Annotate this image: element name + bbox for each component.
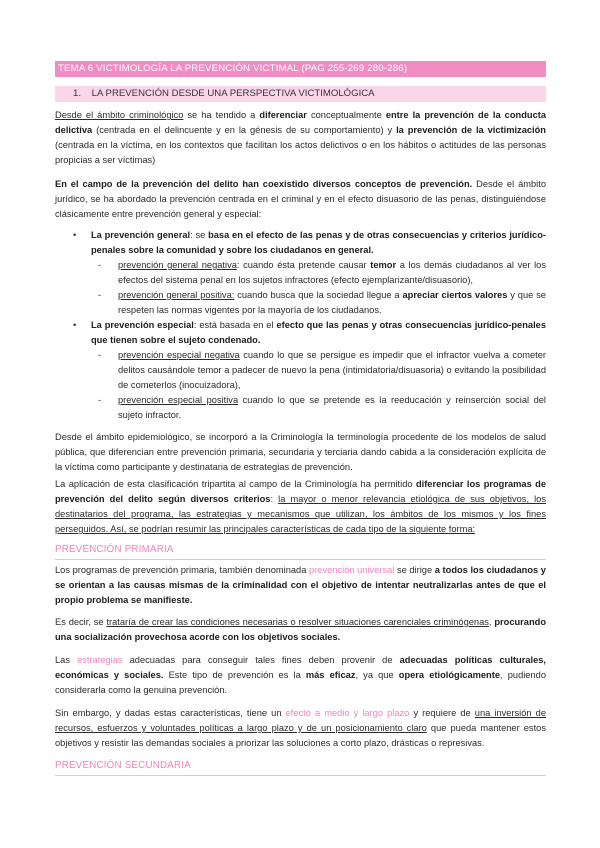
text: Desde el ámbito jurídico, se ha abordado la prevención centrada en el criminal y en el efecto disuasorio de las penas, distinguiéndose clásicamente entre prevención general y especial: bbox=[55, 179, 546, 219]
bold-text: más eficaz bbox=[305, 670, 356, 680]
text: Es decir, se bbox=[55, 617, 107, 627]
text: : bbox=[270, 494, 279, 504]
underlined-text: una inversión de recursos, esfuerzos y voluntades políticas a largo plazo y de un posicionamiento claro bbox=[55, 708, 547, 733]
bullet-special-prevention bbox=[91, 318, 546, 348]
bold-text: diferenciar bbox=[259, 110, 307, 120]
text: , pudiendo considerarla como la genuina prevención. bbox=[55, 670, 546, 695]
underlined-text: Desde el ámbito criminológico bbox=[55, 110, 184, 120]
subitem-general-negative bbox=[118, 258, 546, 288]
dash-marker: - bbox=[98, 290, 102, 300]
text: cuando busca que la sociedad llegue a bbox=[234, 290, 403, 300]
underlined-text: trataría de crear las condiciones necesarias o resolver situaciones carenciales criminógenas bbox=[106, 617, 489, 627]
text: , bbox=[488, 617, 495, 627]
subitem-special-positive bbox=[118, 393, 546, 423]
bold-text: basa en el efecto de las penas y de otras consecuencias y criterios jurídico-penales sobre la comunidad y sobre los ciudadanos en general. bbox=[91, 230, 546, 255]
text: que pueda mantener estos objetivos y resistir las demandas sociales a priorizar las soluciones a corto plazo, drásticas o represivas. bbox=[55, 723, 546, 748]
dash-marker: - bbox=[98, 350, 102, 360]
text: cuando lo que se pretende es la reeducación y reinserción social del sujeto infractor. bbox=[118, 395, 546, 420]
paragraph-primary-3 bbox=[55, 653, 546, 698]
text: Los programas de prevención primaria, también denominada bbox=[55, 565, 310, 575]
text: : se bbox=[190, 230, 209, 240]
bold-text: adecuadas políticas culturales, económicas y sociales. bbox=[55, 655, 546, 680]
paragraph-primary-1 bbox=[55, 563, 546, 608]
bold-text: temor bbox=[370, 260, 397, 270]
underlined-text: prevención general negativa bbox=[118, 260, 237, 270]
bold-text: procurando una socialización provechosa acorde con los objetivos sociales. bbox=[55, 617, 546, 642]
bold-text: opera etiológicamente bbox=[398, 670, 501, 680]
text: , ya que bbox=[355, 670, 399, 680]
paragraph-primary-4 bbox=[55, 706, 546, 751]
text: Este tipo de prevención es la bbox=[163, 670, 306, 680]
bold-text: apreciar ciertos valores bbox=[402, 290, 508, 300]
text: y que se respeten las normas vigentes por la mayoría de los ciudadanos. bbox=[118, 290, 546, 315]
text: se dirige bbox=[394, 565, 435, 575]
bold-text: diferenciar los programas de prevención del delito según diversos criterios bbox=[55, 479, 546, 504]
heading-secondary-prevention: PREVENCIÓN SECUNDARIA bbox=[55, 758, 546, 776]
subitem-special-negative bbox=[118, 348, 546, 393]
underlined-text: prevención general positiva: bbox=[118, 290, 235, 300]
paragraph-primary-2 bbox=[55, 615, 546, 645]
bold-text: En el campo de la prevención del delito han coexistido diversos conceptos de prevención. bbox=[55, 179, 473, 189]
text: se ha tendido a bbox=[183, 110, 260, 120]
text: (centrada en el delincuente y en la génesis de su comportamiento) y bbox=[92, 125, 397, 135]
text: Sin embargo, y dadas estas características, tiene un bbox=[55, 708, 286, 718]
text: Las bbox=[55, 655, 78, 665]
subitem-general-positive bbox=[118, 288, 546, 318]
highlighted-text: prevención universal bbox=[309, 565, 395, 575]
text: La aplicación de esta clasificación tripartita al campo de la Criminología ha permitido bbox=[55, 479, 416, 489]
underlined-text: la mayor o menor relevancia etiológica de sus objetivos, los destinatarios del programa, las estrategias y mecanismos que utilizan, los ámbitos de los mismos y los fines perseguidos. Así, se podrían resumir las principales características de cada tipo de la siguiente forma: bbox=[55, 494, 546, 534]
dash-marker: - bbox=[98, 395, 102, 405]
text: a los demás ciudadanos al ver los efectos del sistema penal en los sujetos infractores (efecto ejemplarizante/disuasorio), bbox=[118, 260, 546, 285]
dash-marker: - bbox=[98, 260, 102, 270]
bold-text: entre la prevención de la conducta delictiva bbox=[55, 110, 547, 135]
section-heading-1 bbox=[55, 86, 546, 102]
text: conceptualmente bbox=[306, 110, 386, 120]
bold-text: a todos los ciudadanos y se orientan a las causas mismas de la criminalidad con el objetivo de intentar neutralizarlas antes de que el propio problema se manifieste. bbox=[55, 565, 546, 605]
text: y requiere de bbox=[409, 708, 475, 718]
underlined-text: prevención especial positiva bbox=[118, 395, 239, 405]
document-title: TEMA 6 VICTIMOLOGÍA LA PREVENCIÓN VICTIMAL (PAG 255-269 280-286) bbox=[55, 61, 546, 77]
highlighted-text: estrategias bbox=[77, 655, 123, 665]
text: (centrada en la víctima, en los contextos que facilitan los actos delictivos o en los hábitos o actitudes de las personas propicias a ser víctimas) bbox=[55, 140, 546, 165]
paragraph-concepts bbox=[55, 177, 546, 222]
section-number: 1. bbox=[73, 88, 82, 99]
text: adecuadas para conseguir tales fines deben provenir de bbox=[122, 655, 400, 665]
underlined-text: prevención especial negativa bbox=[118, 350, 240, 360]
paragraph-tripartite bbox=[55, 477, 546, 537]
highlighted-text: efecto a medio y largo plazo bbox=[285, 708, 410, 718]
text: cuando lo que se persigue es impedir que el infractor vuelva a cometer delitos causándole temor a padecer de nuevo la pena (intimidatoria/disuasoria) o evitando la posibilidad de cometerlos (inocuizadora), bbox=[118, 350, 547, 390]
text: : cuando ésta pretende causar bbox=[236, 260, 371, 270]
bold-text: La prevención especial bbox=[91, 320, 194, 330]
bullet-marker: • bbox=[73, 320, 77, 330]
bold-text: la prevención de la victimización bbox=[396, 125, 546, 135]
heading-primary-prevention: PREVENCIÓN PRIMARIA bbox=[55, 542, 546, 560]
bullet-general-prevention bbox=[91, 228, 546, 258]
bold-text: La prevención general bbox=[91, 230, 191, 240]
paragraph-epidemiological: Desde el ámbito epidemiológico, se incorporó a la Criminología la terminología procedente de los modelos de salud pública, que diferencian entre prevención primaria, secundaria y terciaria dando cabida a la consideración explícita de la víctima como participante y destinataria de estrategias de prevención. bbox=[55, 432, 546, 472]
paragraph-intro bbox=[55, 108, 546, 168]
text: : está basada en el bbox=[193, 320, 277, 330]
section-title: LA PREVENCIÓN DESDE UNA PERSPECTIVA VICTIMOLÓGICA bbox=[91, 88, 375, 99]
bold-text: efecto que las penas y otras consecuencias jurídico-penales que tienen sobre el sujeto condenado. bbox=[91, 320, 547, 345]
bullet-marker: • bbox=[73, 230, 77, 240]
